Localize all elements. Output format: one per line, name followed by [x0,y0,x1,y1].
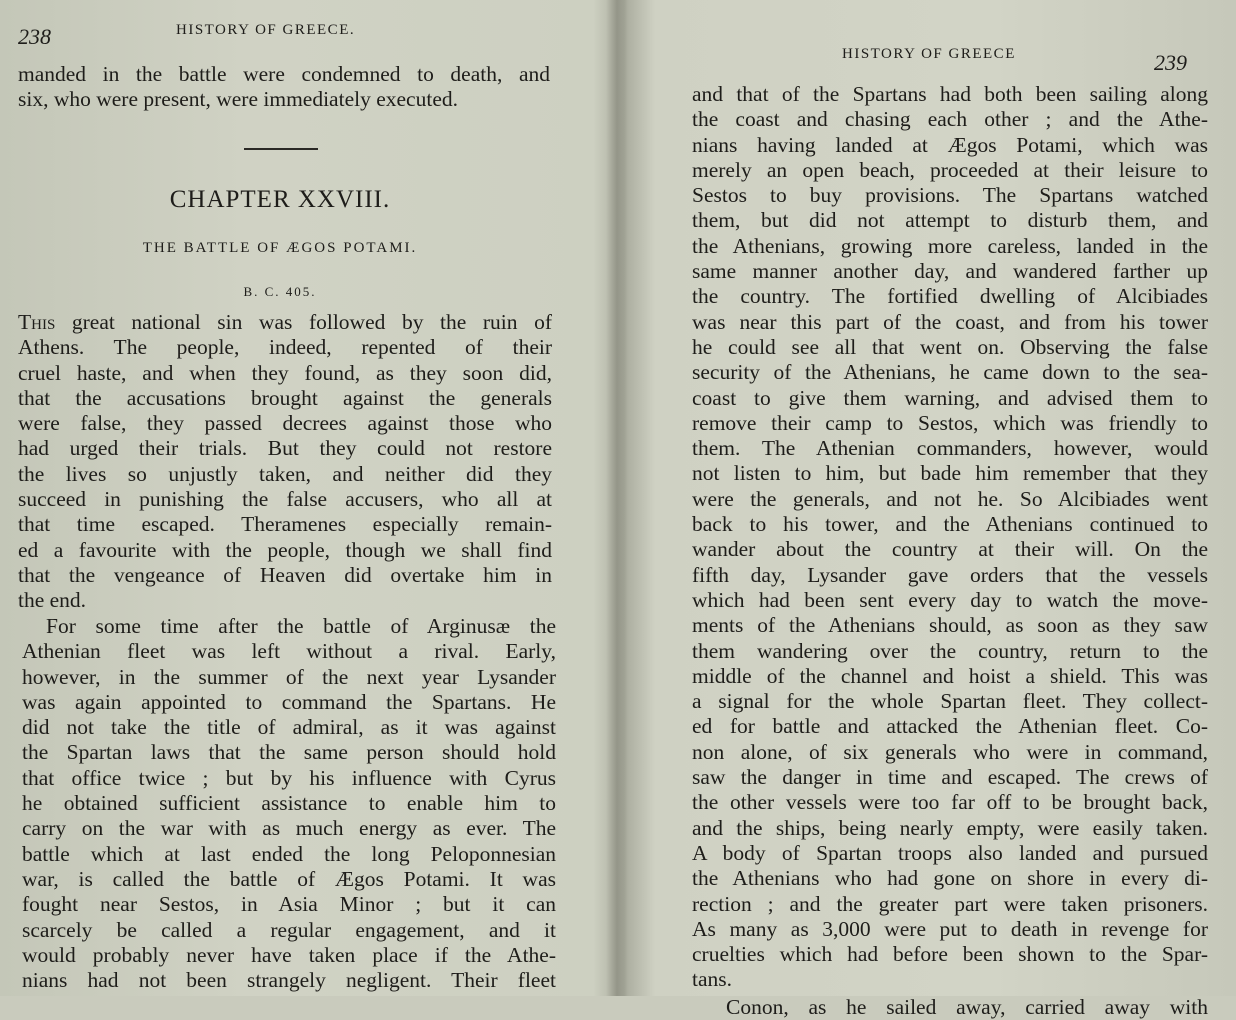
text-line: them, but did not attempt to disturb them, and [692,208,1208,233]
text-line: battle which at last ended the long Peloponnesian [22,841,556,866]
running-head: HISTORY OF GREECE [842,46,1016,62]
text-line: that office twice ; but by his influence with Cyrus [22,765,556,790]
text-line: Athenian fleet was left without a rival. Early, [22,639,556,664]
text-line: the end. [18,588,87,613]
text-line: ed a favourite with the people, though we shall find [18,537,552,562]
section-rule [244,148,318,150]
text-line: cruel haste, and when they found, as they soon did, [18,360,552,385]
text-line: them. The Athenian commanders, however, would [692,436,1208,461]
text-line: would probably never have taken place if the Athe- [22,942,556,967]
text-line: the Spartan laws that the same person should hold [22,740,556,765]
text-line: the coast and chasing each other ; and the Athe- [692,107,1208,132]
text-line: a signal for the whole Spartan fleet. They collect- [692,689,1208,714]
text-line: war, is called the battle of Ægos Potami. It was [22,866,556,891]
page-body [692,82,1208,1020]
text-line: ments of the Athenians should, as soon as they saw [692,613,1208,638]
text-line: was near this part of the coast, and from his tower [692,309,1208,334]
drop-word: This [18,310,56,334]
chapter-date: B. C. 405. [243,284,317,299]
text-line: wander about the country at their will. On the [692,537,1208,562]
text-line: ed for battle and attacked the Athenian fleet. Co- [692,714,1208,739]
text-line: the other vessels were too far off to be brought back, [692,790,1208,815]
text-line: Conon, as he sailed away, carried away with [726,994,1208,1019]
text-line: remove their camp to Sestos, which was friendly to [692,410,1208,435]
text-line: and the ships, being nearly empty, were easily taken. [692,815,1208,840]
text-line [18,310,552,335]
text-line: the country. The fortified dwelling of Alcibiades [692,284,1208,309]
text-line: had urged their trials. But they could not restore [18,436,552,461]
text-line: same manner another day, and wandered farther up [692,259,1208,284]
text-line: not listen to him, but bade him remember that they [692,461,1208,486]
text-line: carry on the war with as much energy as ever. The [22,816,556,841]
text-line: middle of the channel and hoist a shield. This was [692,663,1208,688]
text-line: A body of Spartan troops also landed and pursued [692,840,1208,865]
chapter-subtitle: THE BATTLE OF ÆGOS POTAMI. [142,240,418,256]
text-line: security of the Athenians, he came down to the sea- [692,360,1208,385]
text-line: six, who were present, were immediately executed. [18,87,458,112]
paragraph-1 [18,310,552,614]
text-line: Athens. The people, indeed, repented of their [18,335,552,360]
text-line: he obtained sufficient assistance to enable him to [22,791,556,816]
page-number: 239 [1154,50,1187,75]
text-line: merely an open beach, proceeded at their leisure to [692,157,1208,182]
text-line: Sestos to buy provisions. The Spartans watched [692,183,1208,208]
text-line: non alone, of six generals who were in command, [692,739,1208,764]
continued-text [18,62,550,113]
text-line: saw the danger in time and escaped. The crews of [692,765,1208,790]
text-line: fought near Sestos, in Asia Minor ; but it can [22,892,556,917]
text-line: and that of the Spartans had both been sailing along [692,82,1208,106]
left-page [0,0,612,996]
text-line: rection ; and the greater part were taken prisoners. [692,891,1208,916]
text-line: manded in the battle were condemned to death, and [18,62,550,86]
text-line: nians having landed at Ægos Potami, which was [692,132,1208,157]
text-line: were false, they passed decrees against those who [18,411,552,436]
chapter-title: CHAPTER XXVIII. [169,186,391,213]
text-line: he could see all that went on. Observing the false [692,334,1208,359]
text-line: that the accusations brought against the generals [18,385,552,410]
text-line: coast to give them warning, and advised them to [692,385,1208,410]
text-line: were the generals, and not he. So Alcibiades went [692,486,1208,511]
text-line: the Athenians, growing more careless, landed in the [692,233,1208,258]
text-line: the lives so unjustly taken, and neither did they [18,461,552,486]
text-line: which had been sent every day to watch the move- [692,587,1208,612]
text-line: was again appointed to command the Spartans. He [22,689,556,714]
text-line: As many as 3,000 were put to death in revenge for [692,916,1208,941]
text-line: that time escaped. Theramenes especially remain- [18,512,552,537]
paragraph-2 [22,614,556,993]
text-line: them wandering over the country, return to the [692,638,1208,663]
text-line: For some time after the battle of Arginusæ the [46,614,556,638]
text-line: however, in the summer of the next year Lysander [22,664,556,689]
text-fragment: great national sin was followed by the ruin of [55,310,552,334]
text-line: scarcely be called a regular engagement, and it [22,917,556,942]
text-line: did not take the title of admiral, as it was against [22,715,556,740]
text-line: fifth day, Lysander gave orders that the vessels [692,562,1208,587]
text-line: the Athenians who had gone on shore in every di- [692,866,1208,891]
text-line: succeed in punishing the false accusers, who all at [18,487,552,512]
text-line: that the vengeance of Heaven did overtake him in [18,562,552,587]
text-line: cruelties which had before been shown to the Spar- [692,942,1208,967]
text-line: tans. [692,967,733,992]
page-number: 238 [18,24,51,49]
right-page [624,0,1236,1019]
running-head: HISTORY OF GREECE. [176,22,356,38]
text-line: nians had not been strangely negligent. Their fleet [22,968,556,993]
text-line: back to his tower, and the Athenians continued to [692,512,1208,537]
